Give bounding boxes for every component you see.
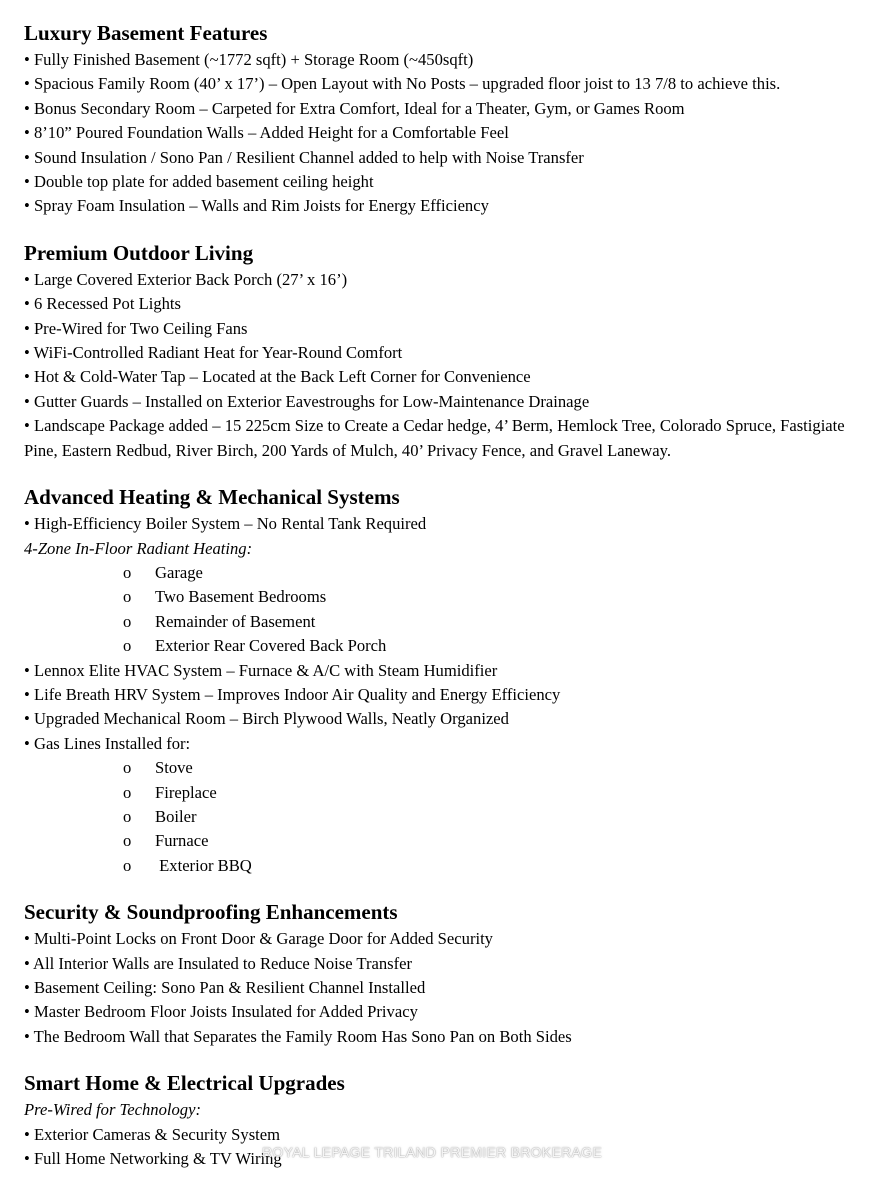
list-item: • All Interior Walls are Insulated to Reduce Noise Transfer [24,953,413,973]
list-item: • Multi-Point Locks on Front Door & Garage Door for Added Security [24,929,493,949]
list-item: • Double top plate for added basement ceiling height [24,172,374,192]
list-item: • High-Efficiency Boiler System – No Rental Tank Required [24,514,427,534]
sub-list-item [24,781,874,805]
section-heading: Premium Outdoor Living [24,240,254,265]
list-item: • 6 Recessed Pot Lights [24,294,181,314]
section-heading: Security & Soundproofing Enhancements [24,900,398,925]
list-item: • Fully Finished Basement (~1772 sqft) + Storage Room (~450sqft) [24,50,474,69]
list-item: • Exterior Cameras & Security System [24,1124,281,1144]
list-item: • Basement Ceiling: Sono Pan & Resilient Channel Installed [24,978,426,997]
list-item: • Master Bedroom Floor Joists Insulated for Added Privacy [24,1002,418,1022]
sub-list-item [24,610,874,634]
sub-item-text: Remainder of Basement [155,611,316,631]
list-item: • Bonus Secondary Room – Carpeted for Extra Comfort, Ideal for a Theater, Gym, or Games Room [24,98,685,118]
zone-label: 4-Zone In-Floor Radiant Heating: [24,538,253,558]
section-heading: Advanced Heating & Mechanical Systems [24,485,400,510]
sub-bullet-icon: o [123,758,132,778]
section-outdoor [24,238,874,463]
section-heading: Luxury Basement Features [24,21,268,45]
sub-item-text: Boiler [155,806,197,826]
prewired-label: Pre-Wired for Technology: [24,1100,201,1120]
sub-list-item [24,756,874,780]
section-heading: Smart Home & Electrical Upgrades [24,1071,345,1096]
sub-list-item [24,561,874,585]
list-item: • WiFi-Controlled Radiant Heat for Year-Round Comfort [24,343,403,363]
list-item: • Lennox Elite HVAC System – Furnace & A/C with Steam Humidifier [24,660,498,680]
sub-item-text: Exterior BBQ [155,855,252,875]
sub-bullet-icon: o [123,636,132,656]
sub-bullet-icon: o [123,611,132,631]
list-item: • Pre-Wired for Two Ceiling Fans [24,318,248,338]
document-page [24,18,874,1190]
section-basement [24,18,874,219]
sub-bullet-icon: o [123,562,132,582]
list-item: • Full Home Networking & TV Wiring [24,1149,282,1169]
sub-item-text: Furnace [155,831,209,851]
list-item: • The Bedroom Wall that Separates the Family Room Has Sono Pan on Both Sides [24,1026,572,1046]
sub-list-item [24,829,874,853]
list-item: • 8’10” Poured Foundation Walls – Added Height for a Comfortable Feel [24,123,509,143]
section-heating [24,482,874,878]
list-item: • Gutter Guards – Installed on Exterior Eavestroughs for Low-Maintenance Drainage [24,391,590,411]
list-item: • Landscape Package added – 15 225cm Size to Create a Cedar hedge, 4’ Berm, Hemlock Tree, Colorado Spruce, Fastigiate Pine, Eastern Redbud, River Birch, 200 Yards of Mulch, 40’ Privacy Fence, and Gravel Laneway. [24,416,845,460]
list-item: • Life Breath HRV System – Improves Indoor Air Quality and Energy Efficiency [24,684,561,704]
sub-item-text: Fireplace [155,782,217,802]
sub-list-item [24,634,874,658]
sub-bullet-icon: o [123,806,132,826]
sub-list-item [24,805,874,829]
sub-list-item [24,854,874,878]
list-item: • Spacious Family Room (40’ x 17’) – Open Layout with No Posts – upgraded floor joist to 13 7/8 to achieve this. [24,74,781,94]
sub-item-text: Stove [155,758,193,778]
sub-item-text: Exterior Rear Covered Back Porch [155,636,387,656]
brokerage-watermark: ROYAL LEPAGE TRILAND PREMIER BROKERAGE [262,1144,602,1160]
list-item: • Sound Insulation / Sono Pan / Resilient Channel added to help with Noise Transfer [24,147,584,167]
sub-bullet-icon: o [123,782,132,802]
sub-bullet-icon: o [123,831,132,851]
list-item: • Large Covered Exterior Back Porch (27’ x 16’) [24,269,348,289]
sub-bullet-icon: o [123,587,132,607]
list-item: • Hot & Cold-Water Tap – Located at the Back Left Corner for Convenience [24,367,531,387]
list-item: • Upgraded Mechanical Room – Birch Plywood Walls, Neatly Organized [24,709,509,729]
sub-item-text: Garage [155,562,203,582]
sub-bullet-icon: o [123,855,132,875]
list-item: • Spray Foam Insulation – Walls and Rim Joists for Energy Efficiency [24,196,489,216]
section-security [24,897,874,1049]
list-item: • Gas Lines Installed for: [24,733,191,753]
section-smart-home [24,1068,874,1171]
sub-item-text: Two Basement Bedrooms [155,587,327,607]
sub-list-item [24,585,874,609]
